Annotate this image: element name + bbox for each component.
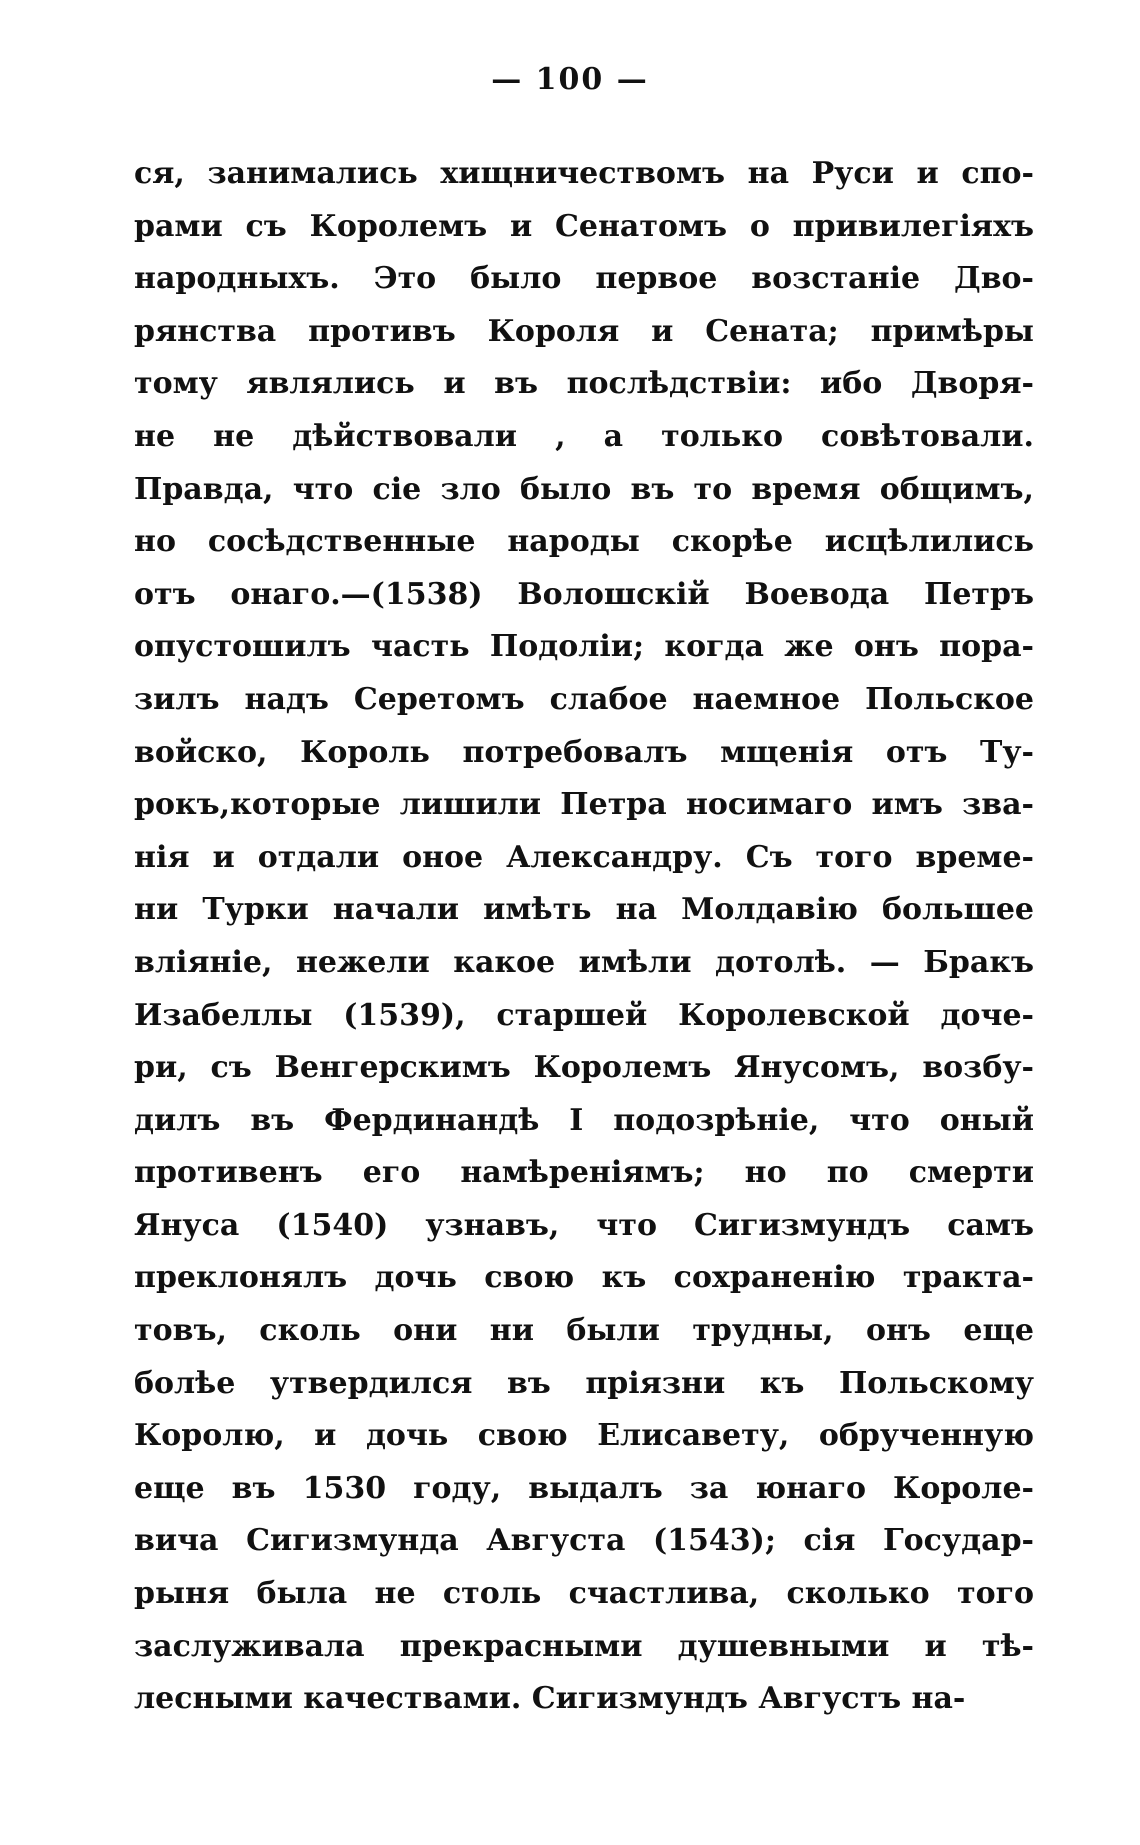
text-line: дилъ въ Фердинандѣ I подозрѣніе, что оный — [134, 1102, 1034, 1138]
text-line: болѣе утвердился въ пріязни къ Польскому — [134, 1365, 1034, 1401]
text-line: рыня была не столь счастлива, сколько того — [134, 1576, 1034, 1612]
text-line: народныхъ. Это было первое возстаніе Дво- — [134, 261, 1034, 297]
text-line: рами съ Королемъ и Сенатомъ о привилегіяхъ — [134, 208, 1034, 244]
text-line: лесными качествами. Сигизмундъ Августъ на- — [134, 1681, 966, 1717]
text-line: Изабеллы (1539), старшей Королевской доче- — [134, 997, 1034, 1033]
text-line: противенъ его намѣреніямъ; но по смерти — [134, 1155, 1034, 1191]
page-number: — 100 — — [491, 62, 649, 97]
text-line: но сосѣдственные народы скорѣе исцѣлились — [134, 524, 1034, 560]
text-line: товъ, сколь они ни были трудны, онъ еще — [134, 1313, 1034, 1349]
text-line: заслуживала прекрасными душевными и тѣ- — [134, 1628, 1034, 1664]
text-line: не не дѣйствовали , а только совѣтовали. — [134, 418, 1034, 454]
text-line: вича Сигизмунда Августа (1543); сія Государ- — [134, 1523, 1034, 1559]
text-line: тому являлись и въ послѣдствіи: ибо Дворя- — [134, 366, 1034, 402]
text-line: войско, Король потребовалъ мщенія отъ Ту- — [134, 734, 1034, 770]
text-line: ся, занимались хищничествомъ на Руси и спо- — [134, 156, 1034, 191]
text-line: Януса (1540) узнавъ, что Сигизмундъ самъ — [134, 1207, 1034, 1243]
text-line: рокъ,которые лишили Петра носимаго имъ зва- — [134, 787, 1034, 823]
text-line: ри, съ Венгерскимъ Королемъ Янусомъ, возбу- — [134, 1050, 1034, 1086]
text-line: нія и отдали оное Александру. Съ того време- — [134, 839, 1034, 875]
body-text — [134, 148, 1034, 1726]
text-line: вліяніе, нежели какое имѣли дотолѣ. — Бракъ — [134, 944, 1034, 980]
text-line: еще въ 1530 году, выдалъ за юнаго Короле- — [134, 1470, 1034, 1506]
text-line: ни Турки начали имѣть на Молдавію большее — [134, 892, 1034, 928]
text-line: рянства противъ Короля и Сената; примѣры — [134, 313, 1034, 349]
text-line: опустошилъ часть Подоліи; когда же онъ пора- — [134, 629, 1034, 665]
text-line: Королю, и дочь свою Елисавету, обрученную — [134, 1418, 1034, 1454]
text-line: преклонялъ дочь свою къ сохраненію тракта- — [134, 1260, 1034, 1296]
text-line: Правда, что сіе зло было въ то время общимъ, — [134, 471, 1034, 507]
text-line: зилъ надъ Серетомъ слабое наемное Польское — [134, 681, 1034, 717]
text-line: отъ онаго.—(1538) Волошскій Воевода Петръ — [134, 576, 1034, 612]
